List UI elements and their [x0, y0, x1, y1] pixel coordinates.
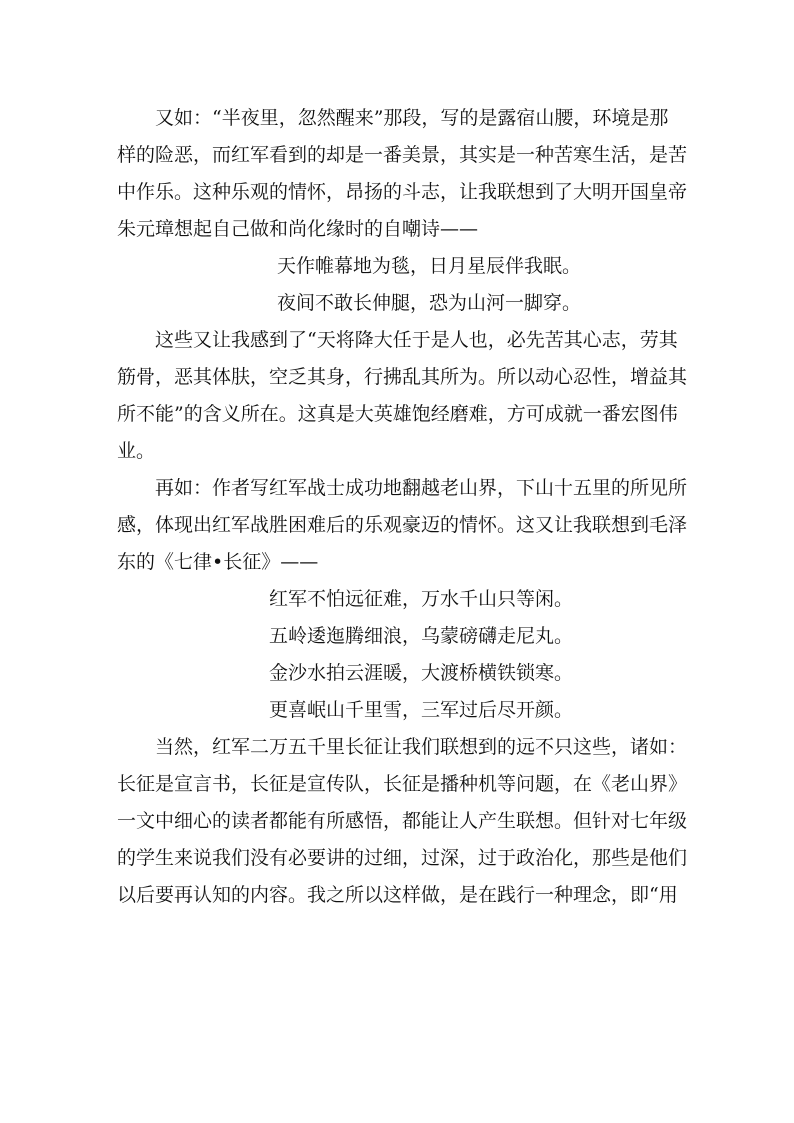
poem-line: 更喜岷山千里雪，三军过后尽开颜。 [269, 699, 574, 721]
poem-line: 夜间不敢长伸腿，恐为山河一脚穿。 [277, 292, 582, 314]
text-line: 再如：作者写红军战士成功地翻越老山界，下山十五里的所见所 [155, 477, 687, 499]
poem-long-march [117, 581, 687, 729]
poem-line: 红军不怕远征难，万水千山只等闲。 [269, 588, 574, 610]
text-line: 样的险恶，而红军看到的却是一番美景，其实是一种苦寒生活，是苦 [117, 144, 687, 166]
poem-line: 天作帷幕地为毯，日月星辰伴我眠。 [277, 255, 582, 277]
text-line: 东的《七律•长征》—— [117, 551, 319, 573]
paragraph-4 [117, 729, 687, 914]
paragraph-1 [117, 100, 687, 248]
poem-line: 五岭逶迤腾细浪，乌蒙磅礴走尼丸。 [269, 625, 574, 647]
text-line: 的学生来说我们没有必要讲的过细，过深，过于政治化，那些是他们 [117, 847, 687, 869]
text-line: 感，体现出红军战胜困难后的乐观豪迈的情怀。这又让我联想到毛泽 [117, 514, 687, 536]
text-line: 一文中细心的读者都能有所感悟，都能让人产生联想。但针对七年级 [117, 810, 687, 832]
text-line: 朱元璋想起自己做和尚化缘时的自嘲诗—— [117, 218, 479, 240]
text-line: 筋骨，恶其体肤，空乏其身，行拂乱其所为。所以动心忍性，增益其 [117, 366, 687, 388]
poem-line: 金沙水拍云涯暖，大渡桥横铁锁寒。 [269, 662, 574, 684]
text-line: 所不能”的含义所在。这真是大英雄饱经磨难，方可成就一番宏图伟 [117, 403, 678, 425]
text-line: 又如：“半夜里，忽然醒来”那段，写的是露宿山腰，环境是那 [155, 107, 669, 129]
text-line: 当然，红军二万五千里长征让我们联想到的远不只这些，诸如： [155, 736, 687, 758]
paragraph-2 [117, 322, 687, 470]
text-line: 这些又让我感到了“天将降大任于是人也，必先苦其心志，劳其 [155, 329, 678, 351]
document-page [117, 100, 687, 914]
text-line: 中作乐。这种乐观的情怀，昂扬的斗志，让我联想到了大明开国皇帝 [117, 181, 687, 203]
text-line: 以后要再认知的内容。我之所以这样做，是在践行一种理念，即“用 [117, 884, 678, 906]
text-line: 长征是宣言书，长征是宣传队，长征是播种机等问题，在《老山界》 [117, 773, 687, 795]
text-line: 业。 [117, 440, 156, 462]
paragraph-3 [117, 470, 687, 581]
poem-zhu-yuanzhang [117, 248, 687, 322]
